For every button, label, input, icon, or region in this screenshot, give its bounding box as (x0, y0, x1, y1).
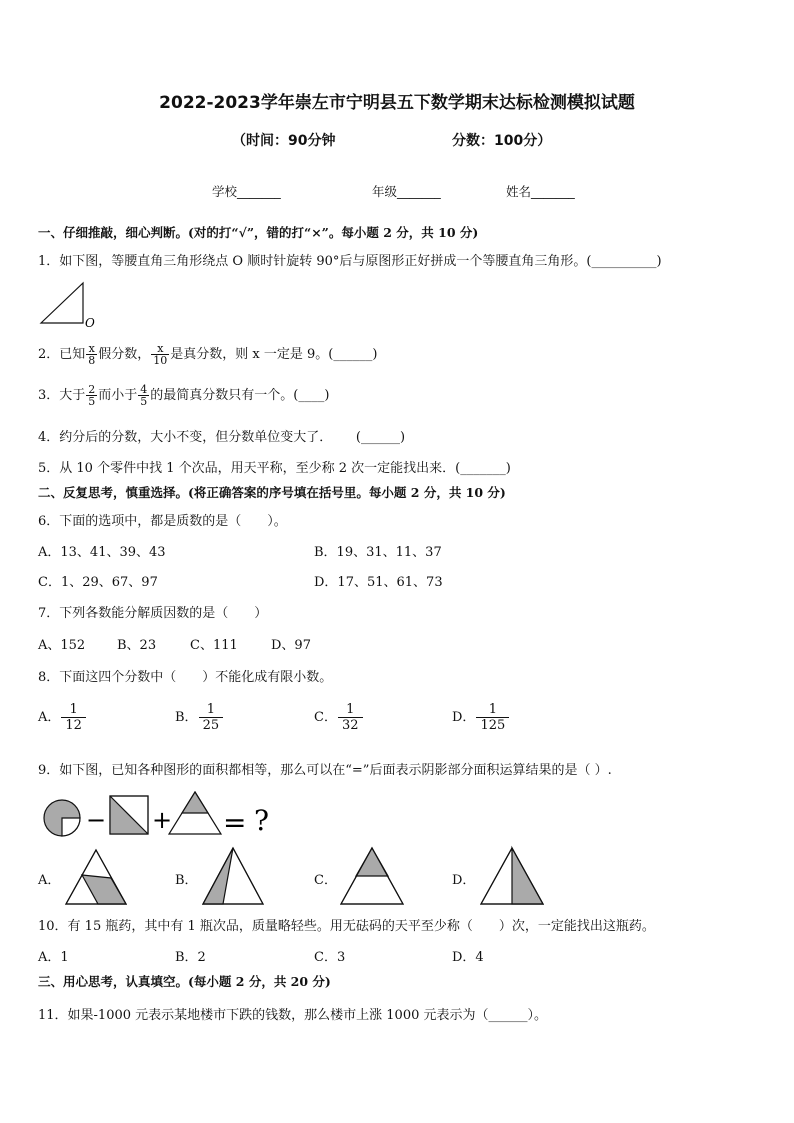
school-field: 学校_______ (212, 184, 281, 199)
q2-text-3: 是真分数，则 x 一定是 9。(______) (170, 347, 378, 362)
q8-option-a (38, 702, 87, 733)
page-title: 2022-2023学年崇左市宁明县五下数学期末达标检测模拟试题 (159, 93, 635, 113)
q10-option-c: C．3 (314, 950, 346, 965)
question-5: 5．从 10 个零件中找 1 个次品，用天平称，至少称 2 次一定能找出来．(_______) (38, 461, 511, 476)
q8-c-denominator: 32 (338, 717, 363, 733)
q9-option-d-figure (479, 846, 545, 906)
question-8: 8．下面这四个分数中（ ）不能化成有限小数。 (38, 670, 333, 685)
q9-option-a-figure (64, 848, 128, 906)
q2-f1-numerator: x (88, 342, 95, 355)
q3-f2-denominator: 5 (140, 395, 148, 408)
exam-score: 分数：100分） (452, 133, 552, 149)
q6-option-b: B．19、31、11、37 (314, 545, 442, 560)
question-7: 7．下列各数能分解质因数的是（ ） (38, 606, 268, 621)
q10-option-b: B．2 (175, 950, 206, 965)
q8-a-label: A． (38, 710, 61, 725)
q8-b-denominator: 25 (199, 717, 224, 733)
q2-f2-denominator: 10 (153, 354, 168, 367)
q3-f1-denominator: 5 (88, 395, 96, 408)
q9-equals-sign: = (223, 806, 247, 839)
q3-f2-numerator: 4 (140, 383, 148, 396)
q3-fraction-4-5 (138, 384, 149, 407)
q2-fraction-x-8 (86, 343, 97, 366)
question-9: 9．如下图，已知各种图形的面积都相等，那么可以在“=”后面表示阴影部分面积运算结果的是（ ）. (38, 763, 612, 778)
q8-d-denominator: 125 (476, 717, 509, 733)
q6-option-a: A．13、41、39、43 (38, 545, 166, 560)
q9-plus-sign: + (152, 806, 173, 834)
q2-f1-denominator: 8 (88, 354, 96, 367)
q9-minus-sign: − (86, 806, 107, 834)
question-1: 1．如下图，等腰直角三角形绕点 O 顺时针旋转 90°后与原图形正好拼成一个等腰直角三角形。(__________) (38, 254, 662, 269)
q9-option-d-label: D． (452, 873, 476, 888)
q6-option-c: C．1、29、67、97 (38, 575, 158, 590)
q8-d-label: D． (452, 710, 476, 725)
q1-triangle-figure (38, 280, 98, 330)
question-4: 4．约分后的分数，大小不变，但分数单位变大了． (______) (38, 430, 406, 445)
q10-option-a: A．1 (38, 950, 69, 965)
q2-text-2: 假分数， (98, 347, 151, 362)
q8-a-fraction (61, 702, 86, 733)
q6-option-d: D．17、51、61、73 (314, 575, 443, 590)
section-2-heading: 二、反复思考，慎重选择。(将正确答案的序号填在括号里。每小题 2 分，共 10 分) (38, 485, 506, 500)
q8-b-label: B． (175, 710, 198, 725)
q10-option-d: D．4 (452, 950, 484, 965)
q9-option-c-figure (340, 846, 406, 906)
q9-question-mark: ? (254, 804, 270, 837)
q8-c-fraction (338, 702, 363, 733)
q3-text-1: 3．大于 (38, 388, 86, 403)
q3-f1-numerator: 2 (88, 383, 96, 396)
q2-fraction-x-10 (151, 343, 169, 366)
exam-time: （时间：90分钟 (232, 133, 336, 149)
question-2 (38, 343, 377, 366)
q7-option-d: D、97 (271, 638, 311, 653)
q9-option-b-figure (201, 846, 265, 906)
question-11: 11．如果-1000 元表示某地楼市下跌的钱数，那么楼市上涨 1000 元表示为（______）。 (38, 1008, 547, 1023)
q8-d-numerator: 1 (488, 702, 497, 717)
question-3 (38, 384, 329, 407)
q8-a-denominator: 12 (61, 717, 86, 733)
q7-option-a: A、152 (38, 638, 86, 653)
q8-c-numerator: 1 (346, 702, 355, 717)
section-3-heading: 三、用心思考，认真填空。(每小题 2 分，共 20 分) (38, 974, 331, 989)
q8-a-numerator: 1 (69, 702, 78, 717)
point-o-label: O (85, 316, 95, 330)
question-6: 6．下面的选项中，都是质数的是（ ）。 (38, 514, 287, 529)
q7-option-b: B、23 (117, 638, 157, 653)
q7-option-c: C、111 (190, 638, 238, 653)
q3-fraction-2-5 (86, 384, 97, 407)
q8-c-label: C． (314, 710, 337, 725)
q9-option-c-label: C． (314, 873, 337, 888)
q8-option-c (314, 702, 364, 733)
q9-option-a-label: A． (38, 873, 61, 888)
q8-option-b (175, 702, 224, 733)
grade-field: 年级_______ (372, 184, 441, 199)
q8-b-numerator: 1 (206, 702, 215, 717)
q2-f2-numerator: x (157, 342, 164, 355)
q2-text-1: 2．已知 (38, 347, 86, 362)
q8-option-d (452, 702, 510, 733)
section-1-heading: 一、仔细推敲，细心判断。(对的打“√”，错的打“×”。每小题 2 分，共 10 分) (38, 225, 479, 240)
name-field: 姓名_______ (506, 184, 575, 199)
q9-equation-figure (38, 790, 288, 842)
q8-b-fraction (199, 702, 224, 733)
question-10: 10．有 15 瓶药，其中有 1 瓶次品，质量略轻些。用无砝码的天平至少称（ ）次，一定能找出这瓶药。 (38, 919, 655, 934)
q9-option-b-label: B． (175, 873, 198, 888)
q3-text-2: 而小于 (98, 388, 138, 403)
q8-d-fraction (476, 702, 509, 733)
q3-text-3: 的最简真分数只有一个。(____) (150, 388, 330, 403)
